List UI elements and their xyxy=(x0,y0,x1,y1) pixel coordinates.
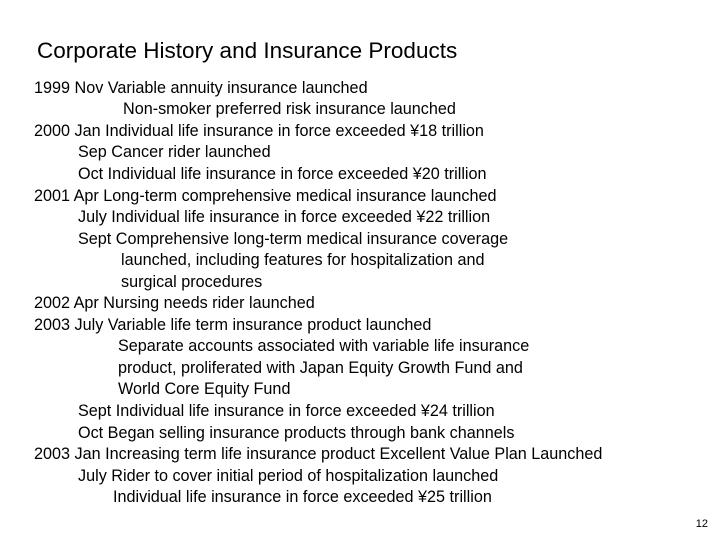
page-title: Corporate History and Insurance Products xyxy=(37,38,458,63)
history-line: 2003 Jan Increasing term life insurance product Excellent Value Plan Launched xyxy=(34,445,603,463)
history-line: Separate accounts associated with variable life insurance xyxy=(118,337,530,355)
history-line: July Individual life insurance in force exceeded ¥22 trillion xyxy=(78,208,491,226)
history-line: 2003 July Variable life term insurance product launched xyxy=(34,316,432,334)
history-line: Sept Comprehensive long-term medical insurance coverage xyxy=(78,230,509,248)
history-line: Sep Cancer rider launched xyxy=(78,143,271,161)
history-line: 1999 Nov Variable annuity insurance launched xyxy=(34,79,368,97)
history-line: Non-smoker preferred risk insurance launched xyxy=(123,100,456,118)
history-line: Individual life insurance in force exceeded ¥25 trillion xyxy=(113,488,492,506)
history-line: surgical procedures xyxy=(121,273,263,291)
page-number: 12 xyxy=(695,518,708,530)
history-line: Oct Began selling insurance products through bank channels xyxy=(78,424,515,442)
history-line: World Core Equity Fund xyxy=(118,380,291,398)
history-line: 2002 Apr Nursing needs rider launched xyxy=(34,294,315,312)
history-line: July Rider to cover initial period of hospitalization launched xyxy=(78,467,499,485)
history-line: Sept Individual life insurance in force exceeded ¥24 trillion xyxy=(78,402,495,420)
history-line: 2001 Apr Long-term comprehensive medical insurance launched xyxy=(34,187,497,205)
history-line: launched, including features for hospitalization and xyxy=(121,251,485,269)
history-line: Oct Individual life insurance in force exceeded ¥20 trillion xyxy=(78,165,487,183)
history-line: 2000 Jan Individual life insurance in force exceeded ¥18 trillion xyxy=(34,122,484,140)
history-line: product, proliferated with Japan Equity Growth Fund and xyxy=(118,359,523,377)
